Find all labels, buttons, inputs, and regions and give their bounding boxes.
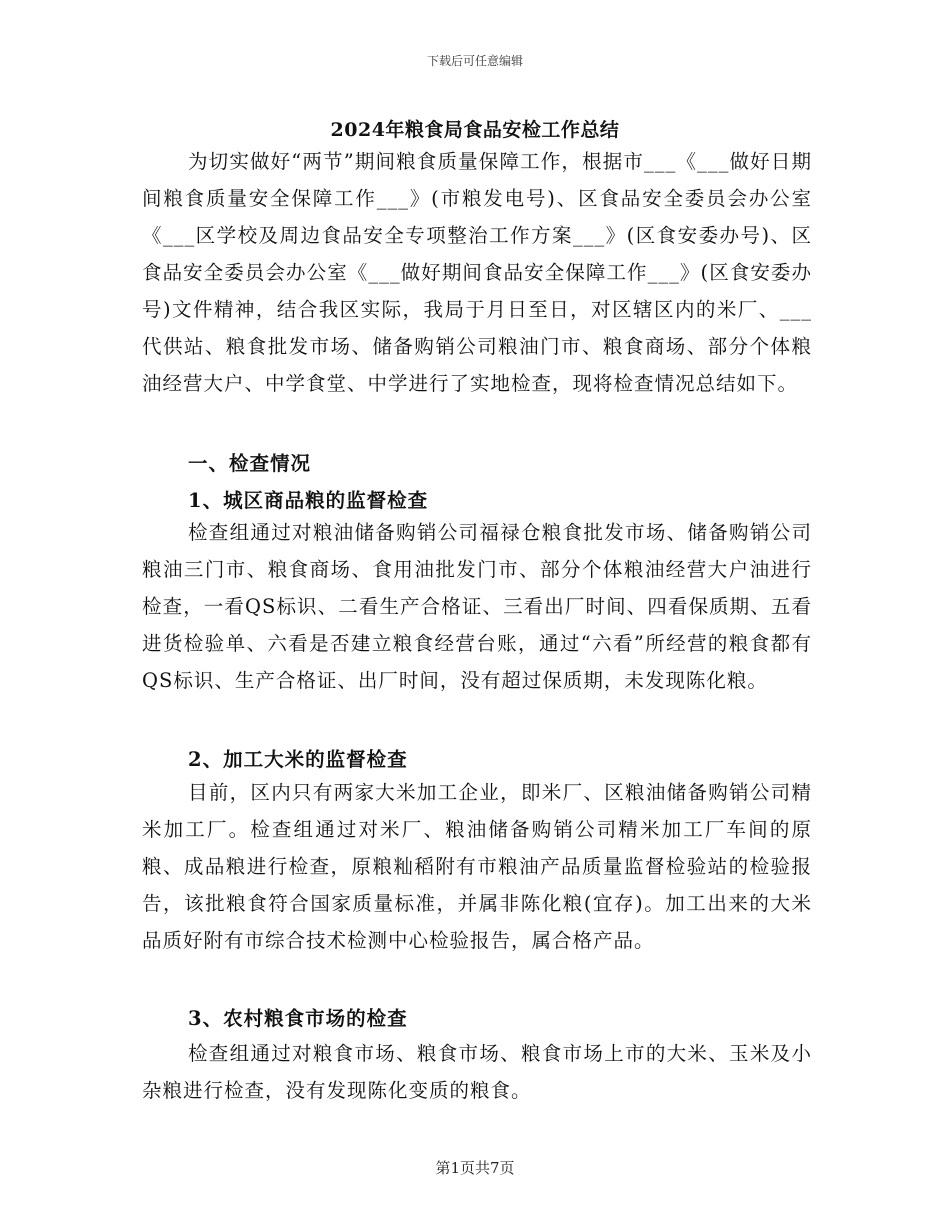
paragraph-rural-market: 检查组通过对粮食市场、粮食市场、粮食市场上市的大米、玉米及小杂粮进行检查，没有发现陈化变质的粮食。 <box>142 1042 812 1102</box>
header-note: 下载后可任意编辑 <box>426 54 523 68</box>
subsection-heading-rural-market: 3、农村粮食市场的检查 <box>188 1007 408 1030</box>
subsection-heading-rice-processing: 2、加工大米的监督检查 <box>188 748 408 771</box>
paragraph-rice-processing: 目前，区内只有两家大米加工企业，即米厂、区粮油储备购销公司精米加工厂。检查组通过对米厂、粮油储备购销公司精米加工厂车间的原粮、成品粮进行检查，原粮籼稻附有市粮油产品质量监督检验站的检验报告，该批粮食符合国家质量标准，并属非陈化粮(宜存)。加工出来的大米品质好附有市综合技术检测中心检验报告，属合格产品。 <box>142 781 812 952</box>
paragraph-urban-grain: 检查组通过对粮油储备购销公司福禄仓粮食批发市场、储备购销公司粮油三门市、粮食商场、食用油批发门市、部分个体粮油经营大户油进行检查，一看QS标识、二看生产合格证、三看出厂时间、四看保质期、五看进货检验单、六看是否建立粮食经营台账，通过“六看”所经营的粮食都有QS标识、生产合格证、出厂时间，没有超过保质期，未发现陈化粮。 <box>142 521 812 692</box>
page-number-footer: 第1页共7页 <box>435 1159 515 1177</box>
subsection-heading-urban-grain: 1、城区商品粮的监督检查 <box>188 489 429 512</box>
section-heading-inspection: 一、检查情况 <box>188 452 312 475</box>
intro-paragraph: 为切实做好“两节”期间粮食质量保障工作，根据市___《___做好日期间粮食质量安全保障工作___》(市粮发电号)、区食品安全委员会办公室《___区学校及周边食品安全专项整治工作方案___》(区食安委办号)、区食品安全委员会办公室《___做好期间食品安全保障工作___》(区食安委办号)文件精神，结合我区实际，我局于月日至日，对区辖区内的米厂、___代供站、粮食批发市场、储备购销公司粮油门市、粮食商场、部分个体粮油经营大户、中学食堂、中学进行了实地检查，现将检查情况总结如下。 <box>142 150 812 395</box>
document-title: 2024年粮食局食品安检工作总结 <box>330 119 620 141</box>
